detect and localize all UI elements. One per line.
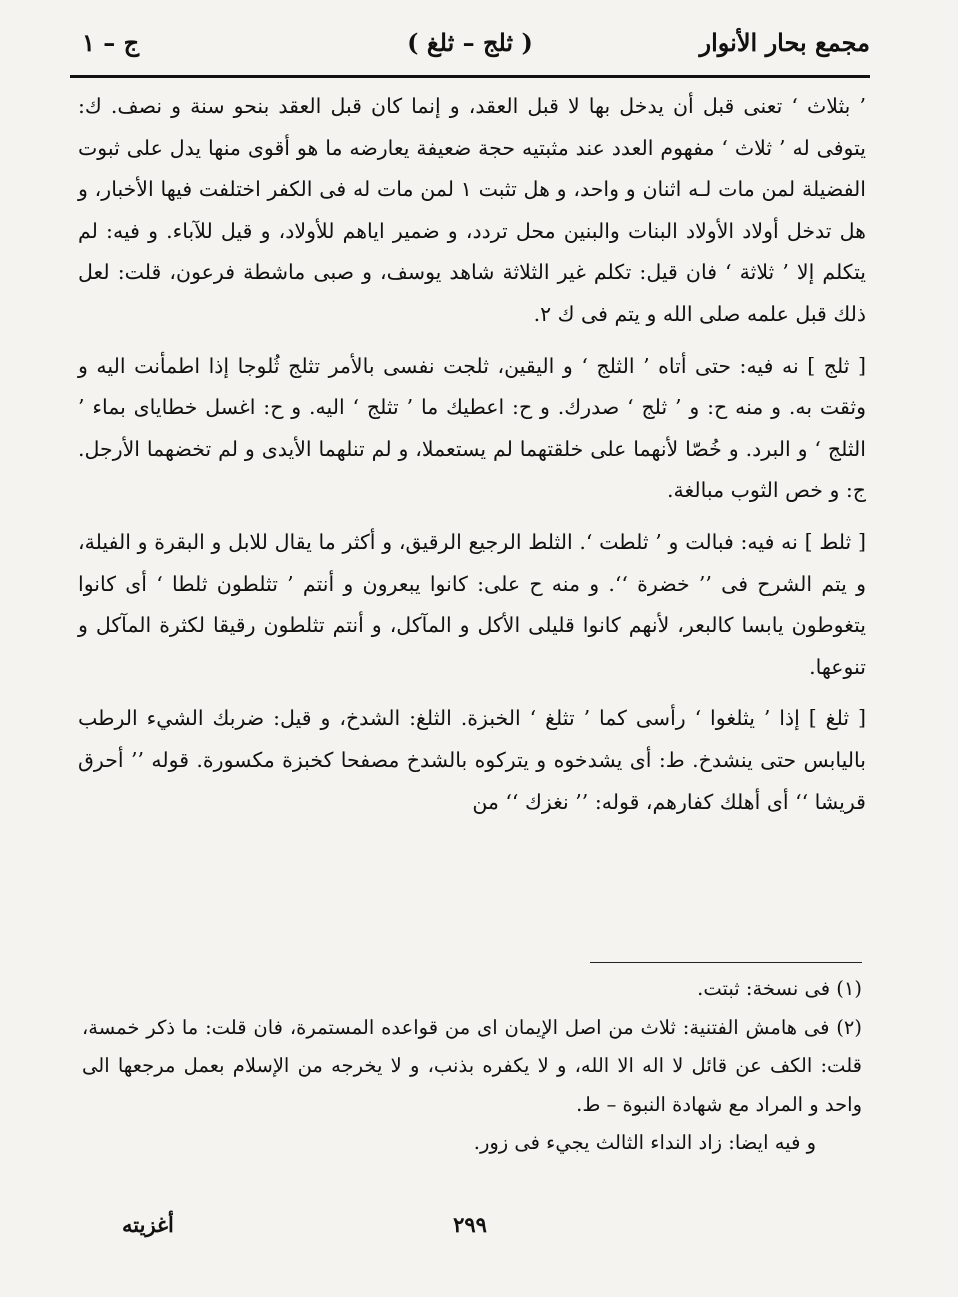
entry-thalt: [ ثلط ] نه فيه: فبالت و ’ ثلطت ‘. الثلط الرجيع الرقيق، و أكثر ما يقال للابل و البقرة و الفيلة، و يتم الشرح فى ’’ خضرة ‘‘. و منه ح على: كانوا يبعرون و أنتم ’ تثلطون ثلطا ‘ أى كانوا يتغوطون يابسا كالبعر، لأنهم كانوا قليلى الأكل و المآكل، و أنتم تثلطون رقيقا لكثرة المآكل و تنوعها. xyxy=(78,529,866,679)
page-footer xyxy=(70,1212,870,1252)
page-number: ٢٩٩ xyxy=(453,1212,487,1237)
footnote-1: (١) فى نسخة: ثبتت. xyxy=(697,977,862,1000)
footnotes xyxy=(82,970,862,1163)
paragraph-thalath: ’ بثلاث ‘ تعنى قبل أن يدخل بها لا قبل العقد، و إنما كان قبل العقد بنحو سنة و نصف. ك: يتوفى له ’ ثلاث ‘ مفهوم العدد عند مثبتيه حجة ضعيفة يعارضه ما هو أقوى منها يدل على ثبوت الفضيلة لمن مات لـه اثنان و واحد، و هل تثبت ١ لمن مات له فى الكفر اختلفت فيها الأخبار، و هل تدخل أولاد الأولاد البنات والبنين محل تردد، و ضمير اياهم للأولاد، و قيل للآباء. و فيه: لم يتكلم إلا ’ ثلاثة ‘ فان قيل: تكلم غير الثلاثة شاهد يوسف، و صبى ماشطة فرعون، قلت: لعل ذلك قبل علمه صلى الله و يتم فى ك ٢. xyxy=(78,94,866,326)
footnote-2-continuation: و فيه ايضا: زاد النداء الثالث يجيء فى زور. xyxy=(473,1131,816,1154)
entry-range: ( ثلج – ثلغ ) xyxy=(407,28,533,57)
entry-thalgh: [ ثلغ ] إذا ’ يثلغوا ‘ رأسى كما ’ تثلغ ‘ الخبزة. الثلغ: الشدخ، و قيل: ضربك الشيء الرطب باليابس حتى ينشدخ. ط: أى يشدخوه و يتركوه بالشدخ مصفحا كخبزة مكسورة. قوله ’’ أحرق قريشا ‘‘ أى أهلك كفارهم، قوله: ’’ نغزك ‘‘ من xyxy=(78,706,866,814)
footnote-2: (٢) فى هامش الفتنية: ثلاث من اصل الإيمان اى من قواعده المستمرة، فان قلت: ما ذكر خمسة، قلت: الكف عن قائل لا اله الا الله، و لا يكفره بذنب، و لا يخرجه من الإسلام بعمل مرجعها الى واحد و المراد مع شهادة النبوة – ط. xyxy=(82,1015,862,1116)
entry-thalj: [ ثلج ] نه فيه: حتى أتاه ’ الثلج ‘ و اليقين، ثلجت نفسى بالأمر تثلج ثُلوجا إذا اطمأنت اليه و وثقت به. و منه ح: و ’ ثلج ‘ صدرك. و ح: اعطيك ما ’ تثلج ‘ اليه. و ح: اغسل خطاياى بماء ’ الثلج ‘ و البرد. و خُصّا لأنهما على خلقتهما لم يستعملا، و لم تنلهما الأيدى و لم تخضهما الأرجل. ج: و خص الثوب مبالغة. xyxy=(78,353,866,503)
volume-label: ج – ١ xyxy=(82,28,140,57)
book-title: مجمع بحار الأنوار xyxy=(699,28,870,57)
main-text xyxy=(78,86,866,823)
running-header xyxy=(70,28,870,68)
header-rule xyxy=(70,75,870,78)
footnote-separator xyxy=(590,962,862,963)
catchword: أغزيته xyxy=(122,1212,174,1237)
